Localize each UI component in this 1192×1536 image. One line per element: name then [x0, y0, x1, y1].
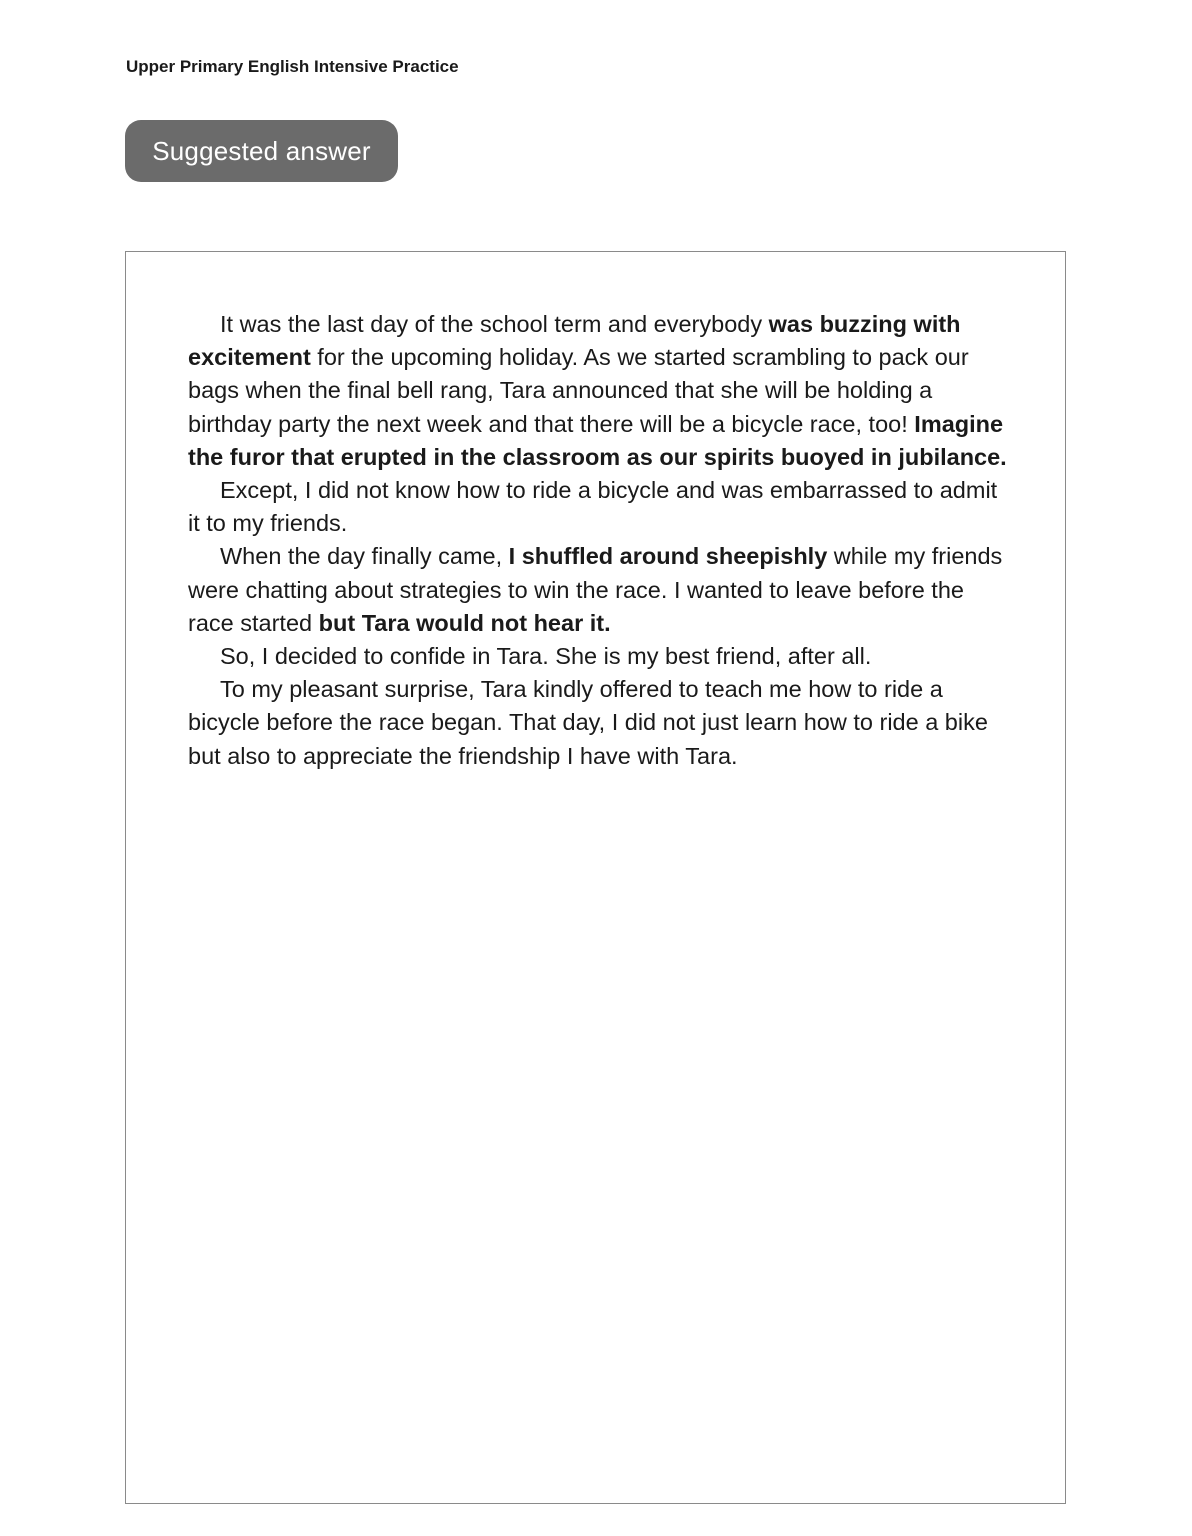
highlighted-phrase: was buzzing with excitement [188, 311, 961, 371]
highlighted-phrase: I shuffled around sheepishly [508, 543, 828, 570]
paragraph-text: It was the last day of the school term and everybody [220, 311, 769, 337]
answer-box [125, 251, 1066, 1504]
paragraph-text: while my friends were chatting about strategies to win the race. I wanted to leave before the race started [188, 543, 1003, 636]
essay-paragraph [188, 540, 1010, 640]
paragraph-text: for the upcoming holiday. As we started scrambling to pack our bags when the final bell rang, Tara announced that she will be holding a birthday party the next week and that there will be a bicycle race, too! [188, 344, 969, 437]
essay-paragraph [188, 673, 1010, 773]
essay-paragraph [188, 640, 1010, 673]
paragraph-text: To my pleasant surprise, Tara kindly offered to teach me how to ride a bicycle before the race began. That day, I did not just learn how to ride a bike but also to appreciate the friendship I have with Tara. [188, 676, 988, 769]
highlighted-phrase: Imagine the furor that erupted in the classroom as our spirits buoyed in jubilance. [188, 410, 1007, 470]
essay-paragraph [188, 474, 1010, 540]
running-header: Upper Primary English Intensive Practice [126, 57, 459, 76]
essay-text [188, 308, 1010, 773]
paragraph-text: So, I decided to confide in Tara. She is my best friend, after all. [220, 643, 872, 670]
highlighted-phrase: but Tara would not hear it. [318, 609, 611, 636]
paragraph-text: Except, I did not know how to ride a bicycle and was embarrassed to admit it to my friends. [188, 477, 998, 537]
essay-paragraph [188, 308, 1010, 474]
section-label-badge: Suggested answer [125, 120, 398, 182]
paragraph-text: When the day finally came, [220, 543, 509, 570]
